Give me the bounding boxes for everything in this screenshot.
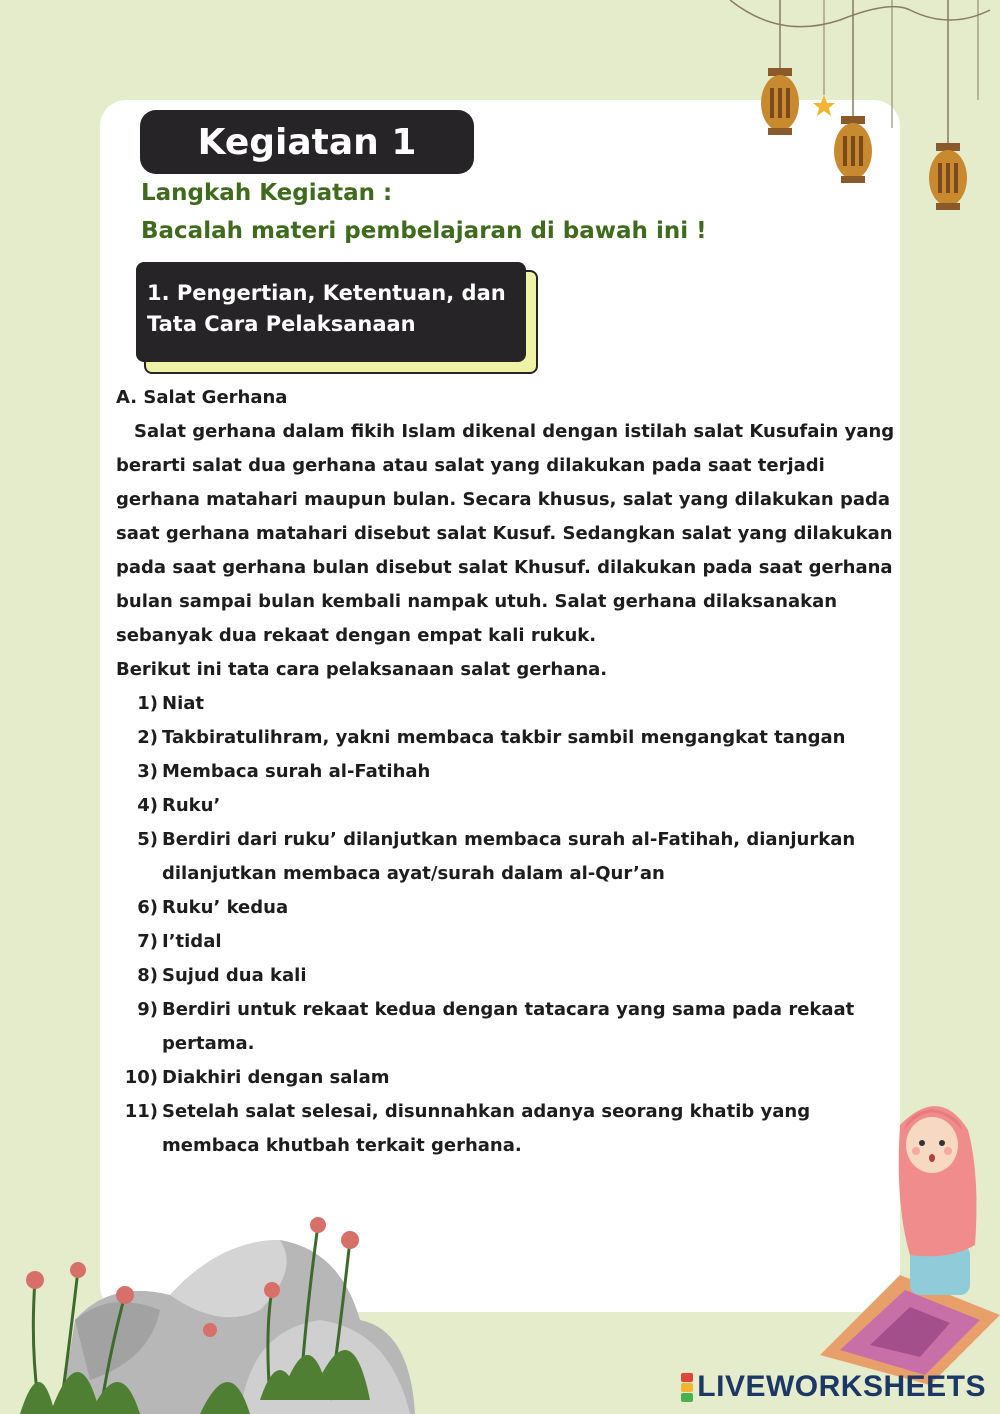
liveworksheets-logo — [681, 1370, 986, 1404]
list-item — [116, 789, 896, 823]
list-text: Berdiri dari ruku’ dilanjutkan membaca surah al-Fatihah, dianjurkan dilanjutkan membaca ayat/surah dalam al-Qur’an — [162, 829, 856, 884]
list-text: Sujud dua kali — [162, 965, 307, 986]
list-item — [116, 925, 896, 959]
list-text: Setelah salat selesai, disunnahkan adanya seorang khatib yang membaca khutbah terkait gerhana. — [162, 1101, 811, 1156]
rocks-flowers-icon — [0, 1200, 430, 1414]
procedure-intro: Berikut ini tata cara pelaksanaan salat gerhana. — [116, 659, 608, 680]
brand-logo-icon — [681, 1373, 693, 1402]
list-number: 4) — [137, 795, 158, 816]
definition-paragraph: Salat gerhana dalam fikih Islam dikenal dengan istilah salat Kusufain yang berarti salat dua gerhana atau salat yang dilakukan pada saat terjadi gerhana matahari maupun bulan. Secara khusus, salat yang dilakukan pada saat gerhana matahari disebut salat Kusuf. Sedangkan salat yang dilakukan pada saat gerhana bulan disebut salat Khusuf. dilakukan pada saat gerhana bulan sampai bulan kembali nampak utuh. Salat gerhana dilaksanakan sebanyak dua rekaat dengan empat kali rukuk. — [116, 421, 895, 646]
list-item — [116, 755, 896, 789]
list-item — [116, 959, 896, 993]
list-text: Ruku’ — [162, 795, 221, 816]
list-number: 7) — [137, 931, 158, 952]
activity-steps-heading — [141, 174, 841, 250]
list-item — [116, 1061, 896, 1095]
list-number: 10) — [124, 1067, 158, 1088]
list-text: Diakhiri dengan salam — [162, 1067, 390, 1088]
list-item — [116, 823, 896, 891]
section-title-line2: Tata Cara Pelaksanaan — [147, 312, 416, 336]
list-text: Ruku’ kedua — [162, 897, 289, 918]
list-item — [116, 993, 896, 1061]
list-number: 1) — [137, 693, 158, 714]
section-title-line1: 1. Pengertian, Ketentuan, dan — [147, 281, 506, 305]
list-item — [116, 891, 896, 925]
list-number: 11) — [124, 1101, 158, 1122]
list-number: 6) — [137, 897, 158, 918]
list-number: 5) — [137, 829, 158, 850]
list-text: Berdiri untuk rekaat kedua dengan tatacara yang sama pada rekaat pertama. — [162, 999, 855, 1054]
lesson-content — [116, 381, 896, 1163]
list-text: Niat — [162, 693, 204, 714]
list-number: 8) — [137, 965, 158, 986]
section-title-box — [136, 262, 526, 362]
praying-girl-icon — [800, 1085, 1000, 1385]
brand-name: LIVEWORKSHEETS — [697, 1370, 986, 1403]
list-item — [116, 721, 896, 755]
subheading: A. Salat Gerhana — [116, 387, 288, 408]
steps-label: Langkah Kegiatan : — [141, 180, 393, 206]
list-text: I’tidal — [162, 931, 222, 952]
instruction-text: Bacalah materi pembelajaran di bawah ini ! — [141, 218, 707, 244]
activity-title: Kegiatan 1 — [140, 110, 474, 174]
procedure-list — [116, 687, 896, 1163]
list-text: Membaca surah al-Fatihah — [162, 761, 431, 782]
list-number: 2) — [137, 727, 158, 748]
list-number: 9) — [137, 999, 158, 1020]
list-item — [116, 1095, 896, 1163]
list-text: Takbiratulihram, yakni membaca takbir sambil mengangkat tangan — [162, 727, 846, 748]
list-item — [116, 687, 896, 721]
list-number: 3) — [137, 761, 158, 782]
